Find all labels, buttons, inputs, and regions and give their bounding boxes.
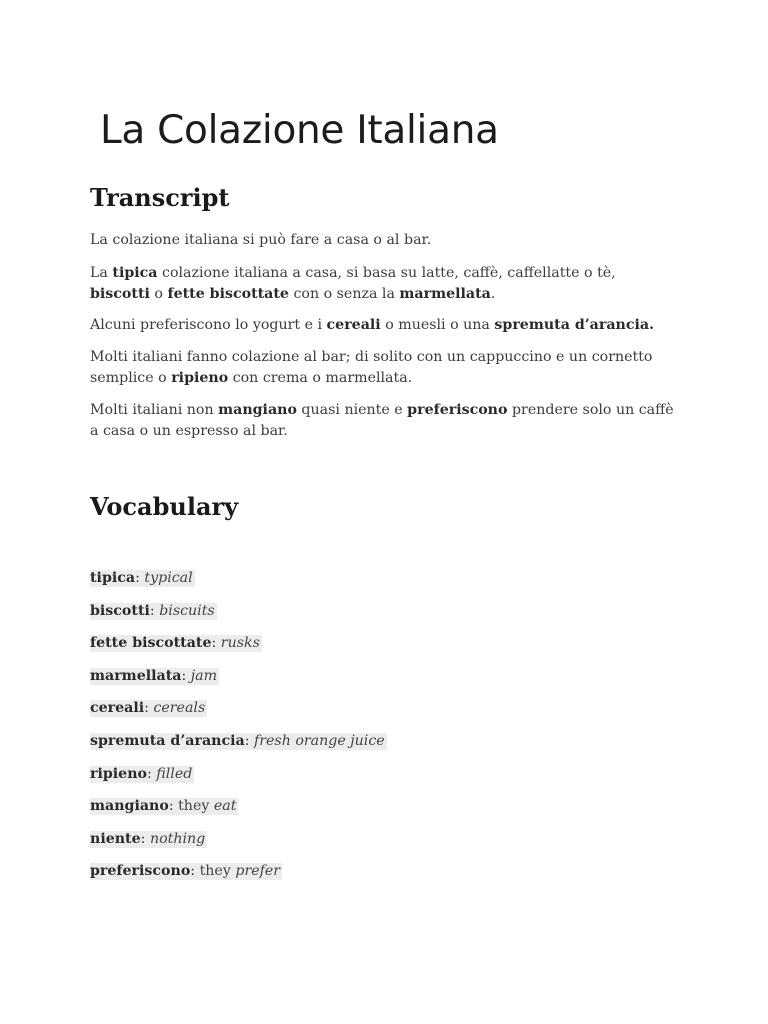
transcript-paragraph-2 [90, 263, 680, 305]
vocabulary-highlight [90, 570, 195, 587]
bold-term: preferiscono [407, 402, 508, 418]
vocabulary-highlight [90, 700, 207, 717]
bold-term: biscotti [90, 286, 150, 302]
vocabulary-item [90, 568, 387, 601]
text-run: . [490, 286, 496, 302]
vocabulary-highlight [90, 635, 262, 652]
vocabulary-separator: : [144, 700, 154, 717]
vocabulary-translation: filled [156, 765, 193, 782]
vocabulary-term: niente [90, 830, 141, 847]
vocabulary-item [90, 698, 387, 731]
vocabulary-translation: rusks [220, 635, 260, 652]
vocabulary-translation: typical [144, 570, 193, 586]
vocabulary-translation: cereals [153, 700, 206, 717]
bold-term: cereali [326, 317, 381, 333]
vocabulary-separator: : [149, 602, 160, 619]
vocabulary-term: biscotti [90, 602, 150, 619]
vocabulary-term: tipica [90, 570, 136, 586]
vocabulary-prefix: they [178, 798, 214, 815]
text-run: Molti italiani non [90, 402, 219, 418]
text-run: quasi niente e [296, 402, 408, 418]
vocabulary-translation: prefer [235, 863, 281, 880]
bold-term: ripieno [171, 370, 229, 386]
text-run: o muesli o una [380, 317, 495, 333]
vocabulary-separator: : [135, 570, 145, 586]
vocabulary-highlight [90, 831, 207, 848]
text-run: con o senza la [288, 286, 400, 302]
vocabulary-translation: biscuits [159, 602, 215, 619]
vocabulary-list [90, 568, 387, 894]
vocabulary-separator: : [190, 863, 200, 880]
vocabulary-highlight [90, 863, 282, 880]
transcript-paragraph-1: La colazione italiana si può fare a casa o al bar. [90, 232, 432, 248]
text-run: Alcuni preferiscono lo yogurt e i [90, 317, 327, 333]
vocabulary-term: cereali [90, 700, 145, 717]
vocabulary-item [90, 633, 387, 666]
bold-term: spremuta d’arancia. [494, 317, 655, 333]
vocabulary-item [90, 666, 387, 699]
vocabulary-prefix: they [199, 863, 236, 880]
vocabulary-heading: Vocabulary [90, 492, 239, 521]
vocabulary-term: fette biscottate [90, 635, 212, 652]
bold-term: tipica [112, 265, 158, 281]
vocabulary-translation: eat [213, 798, 237, 815]
vocabulary-highlight [90, 668, 219, 685]
vocabulary-separator: : [181, 667, 191, 684]
vocabulary-term: preferiscono [90, 863, 191, 880]
text-run: colazione italiana a casa, si basa su latte, caffè, caffellatte o tè, [157, 265, 616, 281]
vocabulary-highlight [90, 798, 238, 815]
vocabulary-item [90, 601, 387, 634]
text-run: La [90, 265, 113, 281]
vocabulary-highlight [90, 766, 194, 783]
bold-term: fette biscottate [167, 286, 289, 302]
vocabulary-separator: : [140, 830, 150, 847]
vocabulary-term: marmellata [90, 667, 182, 684]
vocabulary-term: mangiano [90, 798, 169, 815]
text-run: o [149, 286, 168, 302]
transcript-paragraph-3 [90, 315, 680, 336]
vocabulary-translation: fresh orange juice [253, 732, 385, 749]
vocabulary-separator: : [244, 732, 254, 749]
transcript-paragraph-5 [90, 400, 680, 442]
vocabulary-item [90, 731, 387, 764]
bold-term: marmellata [399, 286, 491, 302]
vocabulary-translation: jam [190, 667, 218, 684]
text-run: Molti italiani fanno colazione al bar; di solito con un cappuccino e un cornetto semplice o [90, 349, 653, 386]
bold-term: mangiano [218, 402, 297, 418]
vocabulary-translation: nothing [149, 830, 206, 847]
vocabulary-separator: : [168, 798, 179, 815]
text-run: prendere solo un caffè a casa o un espresso al bar. [90, 402, 674, 439]
text-run: con crema o marmellata. [228, 370, 413, 386]
document-title: La Colazione Italiana [100, 108, 499, 153]
vocabulary-highlight [90, 733, 387, 750]
vocabulary-separator: : [146, 765, 157, 782]
vocabulary-term: spremuta d’arancia [90, 732, 245, 749]
vocabulary-separator: : [211, 635, 221, 652]
transcript-paragraph-4 [90, 347, 680, 389]
transcript-heading: Transcript [90, 183, 230, 212]
vocabulary-highlight [90, 603, 217, 620]
vocabulary-item [90, 861, 387, 894]
vocabulary-item [90, 796, 387, 829]
vocabulary-term: ripieno [90, 765, 147, 782]
vocabulary-item [90, 764, 387, 797]
vocabulary-item [90, 829, 387, 862]
